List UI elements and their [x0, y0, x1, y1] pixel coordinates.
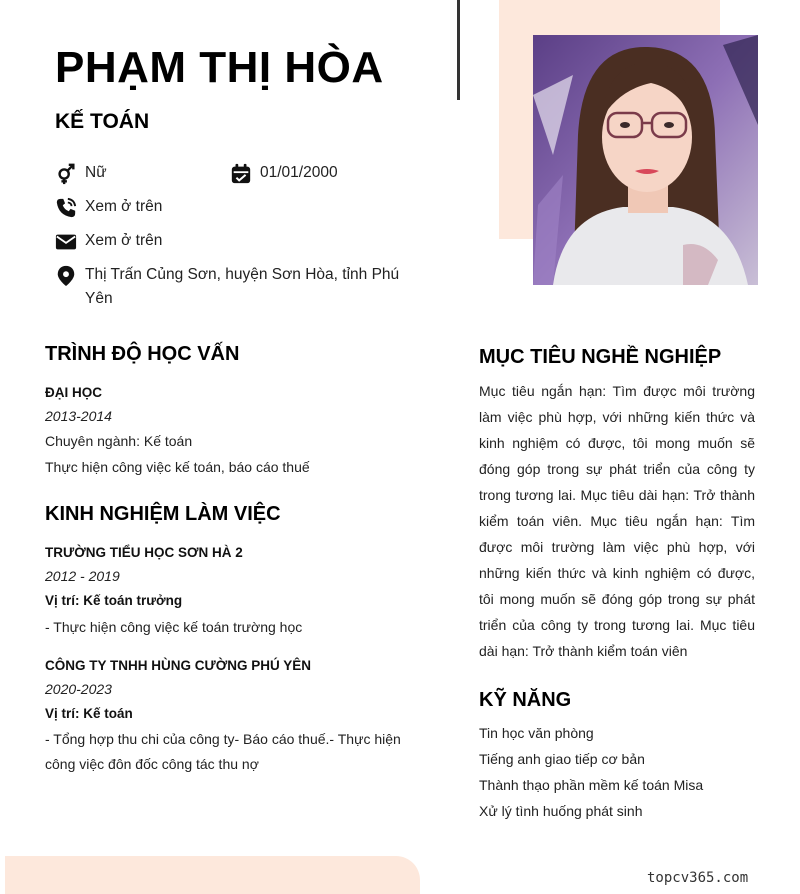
- skill-item: Thành thạo phần mềm kế toán Misa: [479, 777, 704, 793]
- job-position: Vị trí: Kế toán: [45, 706, 133, 721]
- phone-icon: [55, 197, 77, 219]
- gender-icon: [55, 163, 77, 185]
- location-pin-icon: [55, 265, 77, 287]
- calendar-icon: [230, 163, 252, 185]
- address-row: [55, 266, 415, 311]
- education-period: 2013-2014: [45, 408, 112, 424]
- education-title: TRÌNH ĐỘ HỌC VẤN: [45, 343, 240, 365]
- site-watermark: topcv365.com: [647, 870, 749, 886]
- job-period: 2012 - 2019: [45, 568, 120, 584]
- job-position: Vị trí: Kế toán trưởng: [45, 593, 183, 608]
- gender-row: [55, 164, 107, 185]
- skill-item: Xử lý tình huống phát sinh: [479, 803, 643, 819]
- email-row: [55, 232, 162, 253]
- job-company: TRƯỜNG TIỂU HỌC SƠN HÀ 2: [45, 545, 243, 560]
- email-icon: [55, 231, 77, 253]
- job-description: - Tổng hợp thu chi của công ty- Báo cáo thuế.- Thực hiện công việc đôn đốc công tác thu nợ: [45, 731, 401, 772]
- job-description: - Thực hiện công việc kế toán trường học: [45, 619, 303, 635]
- education-degree: ĐẠI HỌC: [45, 385, 102, 400]
- address-value: Thị Trấn Củng Sơn, huyện Sơn Hòa, tỉnh Phú Yên: [85, 266, 400, 307]
- experience-title: KINH NGHIỆM LÀM VIỆC: [45, 503, 281, 525]
- email-value: Xem ở trên: [85, 232, 163, 249]
- birthdate-value: 01/01/2000: [260, 164, 338, 181]
- header-divider: [457, 0, 460, 100]
- education-major: Chuyên ngành: Kế toán: [45, 433, 193, 449]
- education-description: Thực hiện công việc kế toán, báo cáo thuế: [45, 459, 310, 475]
- phone-row: [55, 198, 162, 219]
- candidate-name: PHẠM THỊ HÒA: [55, 43, 384, 92]
- objective-text: Mục tiêu ngắn hạn: Tìm được môi trường làm việc phù hợp, với những kiến thức và kinh nghiệm có được, tôi mong muốn sẽ đóng góp trong sự phát triển của công ty trong tương lai. Mục tiêu dài hạn: Trở thành kiểm toán viên. Mục tiêu ngắn hạn: Tìm được môi trường làm việc phù hợp, với những kiến thức và kinh nghiệm có được, tôi mong muốn sẽ đóng góp trong sự phát triển của công ty trong tương lai. Mục tiêu dài hạn: Trở thành kiểm toán viên: [479, 383, 755, 659]
- job-company: CÔNG TY TNHH HÙNG CƯỜNG PHÚ YÊN: [45, 658, 311, 673]
- skills-title: KỸ NĂNG: [479, 689, 572, 711]
- gender-value: Nữ: [85, 164, 107, 181]
- birthdate-row: [230, 164, 338, 185]
- objective-title: MỤC TIÊU NGHỀ NGHIỆP: [479, 346, 722, 368]
- profile-photo: [533, 35, 758, 285]
- skill-item: Tin học văn phòng: [479, 725, 594, 741]
- job-period: 2020-2023: [45, 681, 112, 697]
- phone-value: Xem ở trên: [85, 198, 163, 215]
- footer-decoration: [5, 856, 420, 894]
- skill-item: Tiếng anh giao tiếp cơ bản: [479, 751, 645, 767]
- job-title: KẾ TOÁN: [55, 110, 150, 133]
